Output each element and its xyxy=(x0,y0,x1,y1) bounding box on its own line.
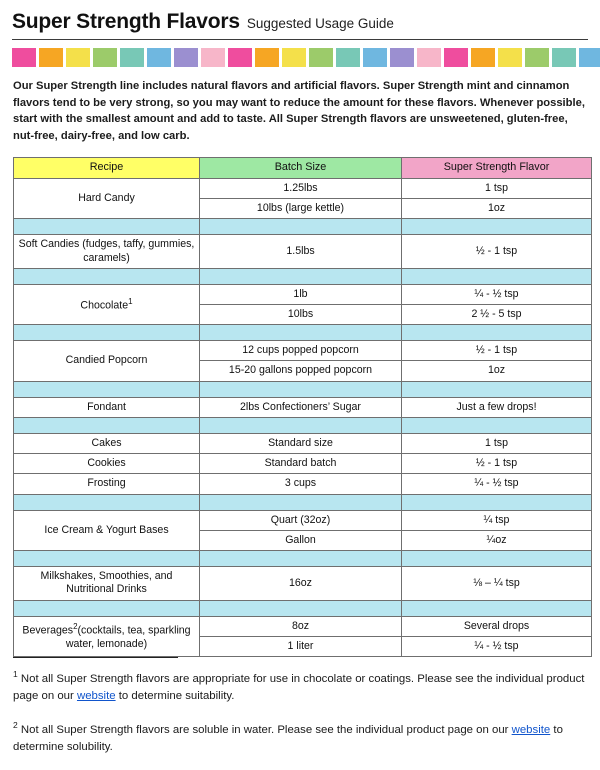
batch-size-cell: 8oz xyxy=(200,616,402,636)
recipe-cell: Cakes xyxy=(14,433,200,453)
spacer-cell xyxy=(14,551,200,567)
footnote-marker: 2 xyxy=(73,621,78,631)
title-divider xyxy=(12,39,588,40)
footnote-list xyxy=(13,668,587,756)
footnote: $^2$ Not all Super Strength flavors are soluble in water. Please see the individual product page on our website to determine solubility. xyxy=(13,719,563,753)
spacer-cell xyxy=(14,600,200,616)
website-link[interactable]: website xyxy=(76,689,116,702)
table-row xyxy=(14,454,592,474)
footnote-marker: 1 xyxy=(128,296,133,306)
table-body xyxy=(14,178,592,656)
recipe-cell: Candied Popcorn xyxy=(14,341,200,381)
color-swatch xyxy=(498,48,522,67)
color-swatch xyxy=(525,48,549,67)
flavor-amount-cell: ¼oz xyxy=(402,530,592,550)
table-spacer-row xyxy=(14,600,592,616)
intro-paragraph: Our Super Strength line includes natural flavors and artificial flavors. Super Strength mint and cinnamon flavors tend to be very strong, so you may want to reduce the amount for these flavors. Whenever possible, start with the smallest amount and add to taste. All Super Strength flavors are unsweetened, gluten-free, nut-free, dairy-free, and low carb. xyxy=(13,80,585,142)
recipe-cell: Soft Candies (fudges, taffy, gummies, caramels) xyxy=(14,235,200,268)
flavor-amount-cell: ¼ - ½ tsp xyxy=(402,284,592,304)
spacer-cell xyxy=(200,417,402,433)
batch-size-cell: 2lbs Confectioners’ Sugar xyxy=(200,397,402,417)
flavor-amount-cell: ¼ - ½ tsp xyxy=(402,636,592,656)
spacer-cell xyxy=(402,325,592,341)
table-spacer-row xyxy=(14,417,592,433)
table-row xyxy=(14,616,592,636)
column-header-flavor: Super Strength Flavor xyxy=(402,158,592,178)
title-subtitle: Suggested Usage Guide xyxy=(246,16,394,31)
color-swatch xyxy=(120,48,144,67)
page-title xyxy=(10,8,590,34)
color-swatch xyxy=(282,48,306,67)
color-swatch xyxy=(201,48,225,67)
color-swatch xyxy=(336,48,360,67)
spacer-cell xyxy=(402,381,592,397)
spacer-cell xyxy=(200,494,402,510)
table-row xyxy=(14,178,592,198)
flavor-amount-cell: ½ - 1 tsp xyxy=(402,341,592,361)
color-swatch xyxy=(471,48,495,67)
title-main: Super Strength Flavors xyxy=(12,10,240,33)
spacer-cell xyxy=(200,600,402,616)
footnote-marker: 1 xyxy=(13,668,18,679)
table-row xyxy=(14,397,592,417)
color-swatch xyxy=(228,48,252,67)
spacer-cell xyxy=(402,219,592,235)
table-row xyxy=(14,341,592,361)
column-header-recipe: Recipe xyxy=(14,158,200,178)
table-spacer-row xyxy=(14,551,592,567)
recipe-cell: Cookies xyxy=(14,454,200,474)
spacer-cell xyxy=(14,325,200,341)
table-row xyxy=(14,284,592,304)
spacer-cell xyxy=(200,219,402,235)
spacer-cell xyxy=(200,325,402,341)
batch-size-cell: Standard batch xyxy=(200,454,402,474)
table-spacer-row xyxy=(14,494,592,510)
batch-size-cell: 1.25lbs xyxy=(200,178,402,198)
color-swatch xyxy=(390,48,414,67)
spacer-cell xyxy=(14,494,200,510)
table-spacer-row xyxy=(14,268,592,284)
color-swatch xyxy=(93,48,117,67)
flavor-amount-cell: 1 tsp xyxy=(402,433,592,453)
recipe-cell: Hard Candy xyxy=(14,178,200,218)
color-swatch xyxy=(147,48,171,67)
flavor-amount-cell: ¼ - ½ tsp xyxy=(402,474,592,494)
color-swatch xyxy=(39,48,63,67)
website-link[interactable]: website xyxy=(511,723,551,736)
flavor-amount-cell: ½ - 1 tsp xyxy=(402,235,592,268)
color-swatch xyxy=(255,48,279,67)
batch-size-cell: Quart (32oz) xyxy=(200,510,402,530)
color-swatch xyxy=(417,48,441,67)
table-spacer-row xyxy=(14,325,592,341)
color-swatch xyxy=(444,48,468,67)
flavor-amount-cell: 1oz xyxy=(402,361,592,381)
batch-size-cell: 1.5lbs xyxy=(200,235,402,268)
recipe-cell: Beverages$^2$(cocktails, tea, sparkling water, lemonade) xyxy=(14,616,200,656)
color-swatch xyxy=(579,48,600,67)
batch-size-cell: 1lb xyxy=(200,284,402,304)
recipe-cell: Chocolate$^1$ xyxy=(14,284,200,324)
spacer-cell xyxy=(402,417,592,433)
footnote-divider xyxy=(13,657,178,658)
batch-size-cell: 12 cups popped popcorn xyxy=(200,341,402,361)
recipe-cell: Ice Cream & Yogurt Bases xyxy=(14,510,200,550)
batch-size-cell: 1 liter xyxy=(200,636,402,656)
footnote: $^1$ Not all Super Strength flavors are appropriate for use in chocolate or coatings. Please see the individual product page on our website to determine suitability. xyxy=(13,668,585,702)
color-swatch xyxy=(363,48,387,67)
color-swatch xyxy=(309,48,333,67)
batch-size-cell: 3 cups xyxy=(200,474,402,494)
spacer-cell xyxy=(200,381,402,397)
table-row xyxy=(14,510,592,530)
spacer-cell xyxy=(14,417,200,433)
table-row xyxy=(14,474,592,494)
table-header-row xyxy=(14,158,592,178)
flavor-amount-cell: 1 tsp xyxy=(402,178,592,198)
spacer-cell xyxy=(14,381,200,397)
table-row xyxy=(14,235,592,268)
batch-size-cell: 16oz xyxy=(200,567,402,600)
spacer-cell xyxy=(200,551,402,567)
table-row xyxy=(14,433,592,453)
spacer-cell xyxy=(402,494,592,510)
recipe-cell: Fondant xyxy=(14,397,200,417)
flavor-amount-cell: 1oz xyxy=(402,199,592,219)
flavor-amount-cell: ⅛ – ¼ tsp xyxy=(402,567,592,600)
spacer-cell xyxy=(200,268,402,284)
batch-size-cell: Gallon xyxy=(200,530,402,550)
color-swatch xyxy=(12,48,36,67)
batch-size-cell: Standard size xyxy=(200,433,402,453)
flavor-amount-cell: 2 ½ - 5 tsp xyxy=(402,304,592,324)
color-swatch xyxy=(66,48,90,67)
color-swatch xyxy=(552,48,576,67)
spacer-cell xyxy=(14,219,200,235)
batch-size-cell: 10lbs (large kettle) xyxy=(200,199,402,219)
flavor-amount-cell: ¼ tsp xyxy=(402,510,592,530)
flavor-amount-cell: Just a few drops! xyxy=(402,397,592,417)
spacer-cell xyxy=(402,600,592,616)
flavor-amount-cell: Several drops xyxy=(402,616,592,636)
table-row xyxy=(14,567,592,600)
color-swatch-strip xyxy=(12,48,588,67)
color-swatch xyxy=(174,48,198,67)
spacer-cell xyxy=(402,551,592,567)
batch-size-cell: 10lbs xyxy=(200,304,402,324)
flavor-amount-cell: ½ - 1 tsp xyxy=(402,454,592,474)
footnote-marker: 2 xyxy=(13,719,18,730)
footnotes-section xyxy=(13,657,587,756)
table-spacer-row xyxy=(14,219,592,235)
table-spacer-row xyxy=(14,381,592,397)
recipe-cell: Frosting xyxy=(14,474,200,494)
usage-table xyxy=(13,157,592,657)
recipe-cell: Milkshakes, Smoothies, and Nutritional Drinks xyxy=(14,567,200,600)
column-header-batch-size: Batch Size xyxy=(200,158,402,178)
batch-size-cell: 15-20 gallons popped popcorn xyxy=(200,361,402,381)
spacer-cell xyxy=(402,268,592,284)
spacer-cell xyxy=(14,268,200,284)
